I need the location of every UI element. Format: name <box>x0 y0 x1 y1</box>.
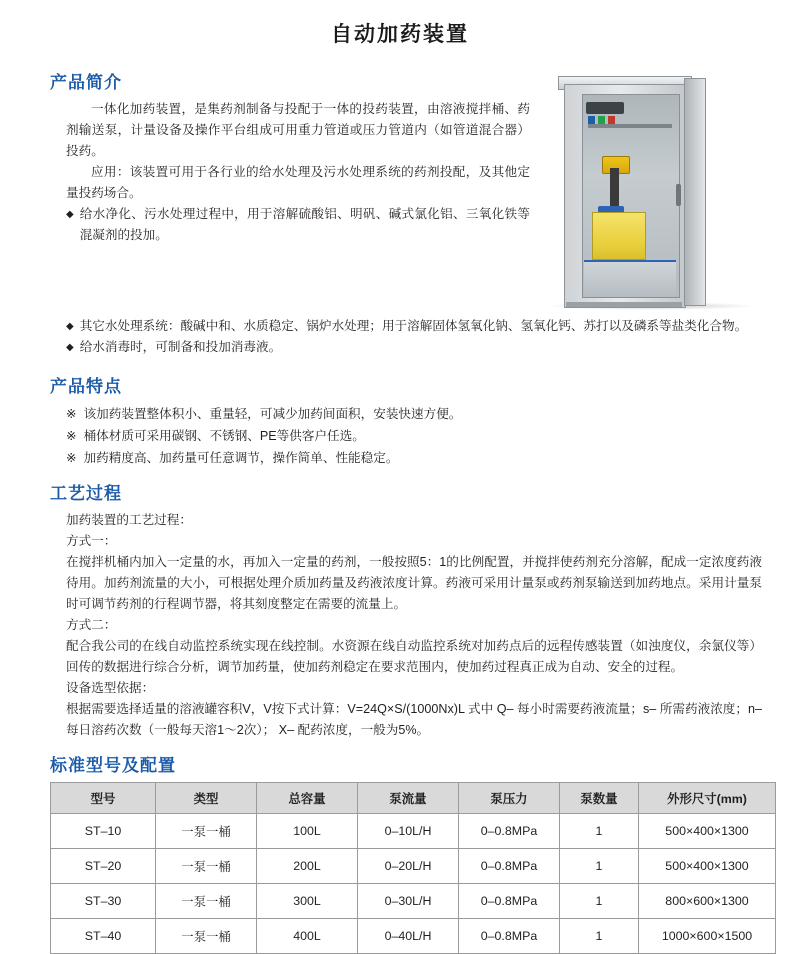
process-mode1-label: 方式一： <box>66 534 117 548</box>
diamond-bullet-icon: ◆ <box>66 321 74 332</box>
intro-bullet-item <box>66 337 762 358</box>
cell-model: ST–40 <box>51 919 156 954</box>
pipe <box>588 124 672 128</box>
col-header-pump-pressure: 泵压力 <box>459 783 560 814</box>
cell-dimensions: 800×600×1300 <box>639 884 776 919</box>
col-header-model: 型号 <box>51 783 156 814</box>
cell-capacity: 300L <box>257 884 358 919</box>
process-selection-text: 根据需要选择适量的溶液罐容积V，V按下式计算：V=24Q×S/(1000Nx)L 式中 Q– 每小时需要药液流量；s– 所需药液浓度；n– 每日溶药次数（一般每天溶1～2次）； X– 配药浓度，一般为5%。 <box>66 702 762 737</box>
cabinet-legs <box>566 302 682 307</box>
diamond-bullet-icon: ◆ <box>66 342 74 353</box>
section-heading-process: 工艺过程 <box>50 484 122 503</box>
table-row <box>51 919 776 954</box>
spec-table <box>50 782 776 954</box>
cell-pump-flow: 0–30L/H <box>358 884 459 919</box>
intro-bullet-item <box>66 316 762 337</box>
cell-pump-flow: 0–40L/H <box>358 919 459 954</box>
cabinet-door <box>684 78 706 306</box>
intro-bullet-item <box>66 204 530 246</box>
solution-tank <box>592 212 646 260</box>
cell-pump-count: 1 <box>560 884 639 919</box>
cell-type: 一泵一桶 <box>156 814 257 849</box>
cabinet-base <box>584 260 676 296</box>
section-heading-intro: 产品简介 <box>50 73 122 92</box>
cell-capacity: 400L <box>257 919 358 954</box>
cell-model: ST–20 <box>51 849 156 884</box>
feature-text: 该加药装置整体积小、重量轻，可减少加药间面积，安装快速方便。 <box>83 407 462 421</box>
control-panel <box>586 102 624 114</box>
door-handle <box>676 184 681 206</box>
intro-bullet-text: 其它水处理系统：酸碱中和、水质稳定、锅炉水处理；用于溶解固体氢氧化钠、氢氧化钙、苏打以及磷系等盐类化合物。 <box>79 319 748 333</box>
process-mode2-label: 方式二： <box>66 618 117 632</box>
col-header-pump-flow: 泵流量 <box>358 783 459 814</box>
col-header-type: 类型 <box>156 783 257 814</box>
table-row <box>51 884 776 919</box>
process-mode2-text: 配合我公司的在线自动监控系统实现在线控制。水资源在线自动监控系统对加药点后的远程传感装置（如浊度仪，余氯仪等）回传的数据进行综合分析，调节加药量，使加药剂稳定在要求范围内，使加药过程真正成为自动、安全的过程。 <box>66 639 762 674</box>
intro-bullet-text: 给水净化、污水处理过程中，用于溶解硫酸铝、明矾、碱式氯化铝、三氧化铁等混凝剂的投加。 <box>79 207 530 242</box>
intro-paragraph: 应用：该装置可用于各行业的给水处理及污水处理系统的药剂投配，及其他定量投药场合。 <box>66 165 530 200</box>
asterisk-bullet-icon: ※ <box>66 407 77 421</box>
process-selection-label: 设备选型依据： <box>66 681 155 695</box>
page-title: 自动加药装置 <box>331 23 469 46</box>
col-header-pump-count: 泵数量 <box>560 783 639 814</box>
table-header-row <box>51 783 776 814</box>
spec-table-head <box>51 783 776 814</box>
intro-column <box>38 54 530 246</box>
cell-dimensions: 500×400×1300 <box>639 849 776 884</box>
cell-capacity: 200L <box>257 849 358 884</box>
spec-table-body <box>51 814 776 954</box>
process-mode1-text: 在搅拌机桶内加入一定量的水，再加入一定量的药剂，一般按照5：1的比例配置，并搅拌使药剂充分溶解，配成一定浓度药液待用。加药剂流量的大小，可根据处理介质加药量及药液浓度计算。药液可采用计量泵或药剂泵输送到加药地点。采用计量泵时可调节药剂的行程调节器，将其刻度整定在需要的流量上。 <box>66 555 762 611</box>
cell-type: 一泵一桶 <box>156 884 257 919</box>
diamond-bullet-icon: ◆ <box>66 209 74 220</box>
col-header-capacity: 总容量 <box>257 783 358 814</box>
section-heading-features: 产品特点 <box>50 377 122 396</box>
asterisk-bullet-icon: ※ <box>66 429 77 443</box>
intro-paragraphs <box>66 99 530 204</box>
section-heading-spec: 标准型号及配置 <box>50 756 176 775</box>
feature-text: 加药精度高、加药量可任意调节，操作简单、性能稳定。 <box>83 451 399 465</box>
feature-item <box>66 447 762 469</box>
dosing-cabinet-photo <box>536 64 768 316</box>
table-row <box>51 814 776 849</box>
cell-model: ST–30 <box>51 884 156 919</box>
feature-item <box>66 403 762 425</box>
process-block <box>66 510 762 741</box>
cell-dimensions: 1000×600×1500 <box>639 919 776 954</box>
cell-pump-pressure: 0–0.8MPa <box>459 884 560 919</box>
table-row <box>51 849 776 884</box>
intro-and-image-row <box>38 54 762 316</box>
cell-type: 一泵一桶 <box>156 919 257 954</box>
cell-pump-count: 1 <box>560 849 639 884</box>
asterisk-bullet-icon: ※ <box>66 451 77 465</box>
cell-pump-count: 1 <box>560 814 639 849</box>
cell-pump-pressure: 0–0.8MPa <box>459 919 560 954</box>
feature-text: 桶体材质可采用碳钢、不锈钢、PE等供客户任选。 <box>83 429 365 443</box>
feature-item <box>66 425 762 447</box>
cell-pump-flow: 0–20L/H <box>358 849 459 884</box>
cell-capacity: 100L <box>257 814 358 849</box>
illustration-column <box>530 54 768 316</box>
cell-pump-flow: 0–10L/H <box>358 814 459 849</box>
cell-pump-pressure: 0–0.8MPa <box>459 849 560 884</box>
cell-type: 一泵一桶 <box>156 849 257 884</box>
cell-dimensions: 500×400×1300 <box>639 814 776 849</box>
process-lead: 加药装置的工艺过程： <box>66 513 192 527</box>
col-header-dimensions: 外形尺寸(mm) <box>639 783 776 814</box>
intro-paragraph: 一体化加药装置，是集药剂制备与投配于一体的投药装置，由溶液搅拌桶、药剂输送泵，计量设备及操作平台组成可用重力管道或压力管道内（如管道混合器）投药。 <box>66 102 530 158</box>
cell-pump-count: 1 <box>560 919 639 954</box>
cell-pump-pressure: 0–0.8MPa <box>459 814 560 849</box>
intro-bullet-text: 给水消毒时，可制备和投加消毒液。 <box>79 340 282 354</box>
cell-model: ST–10 <box>51 814 156 849</box>
